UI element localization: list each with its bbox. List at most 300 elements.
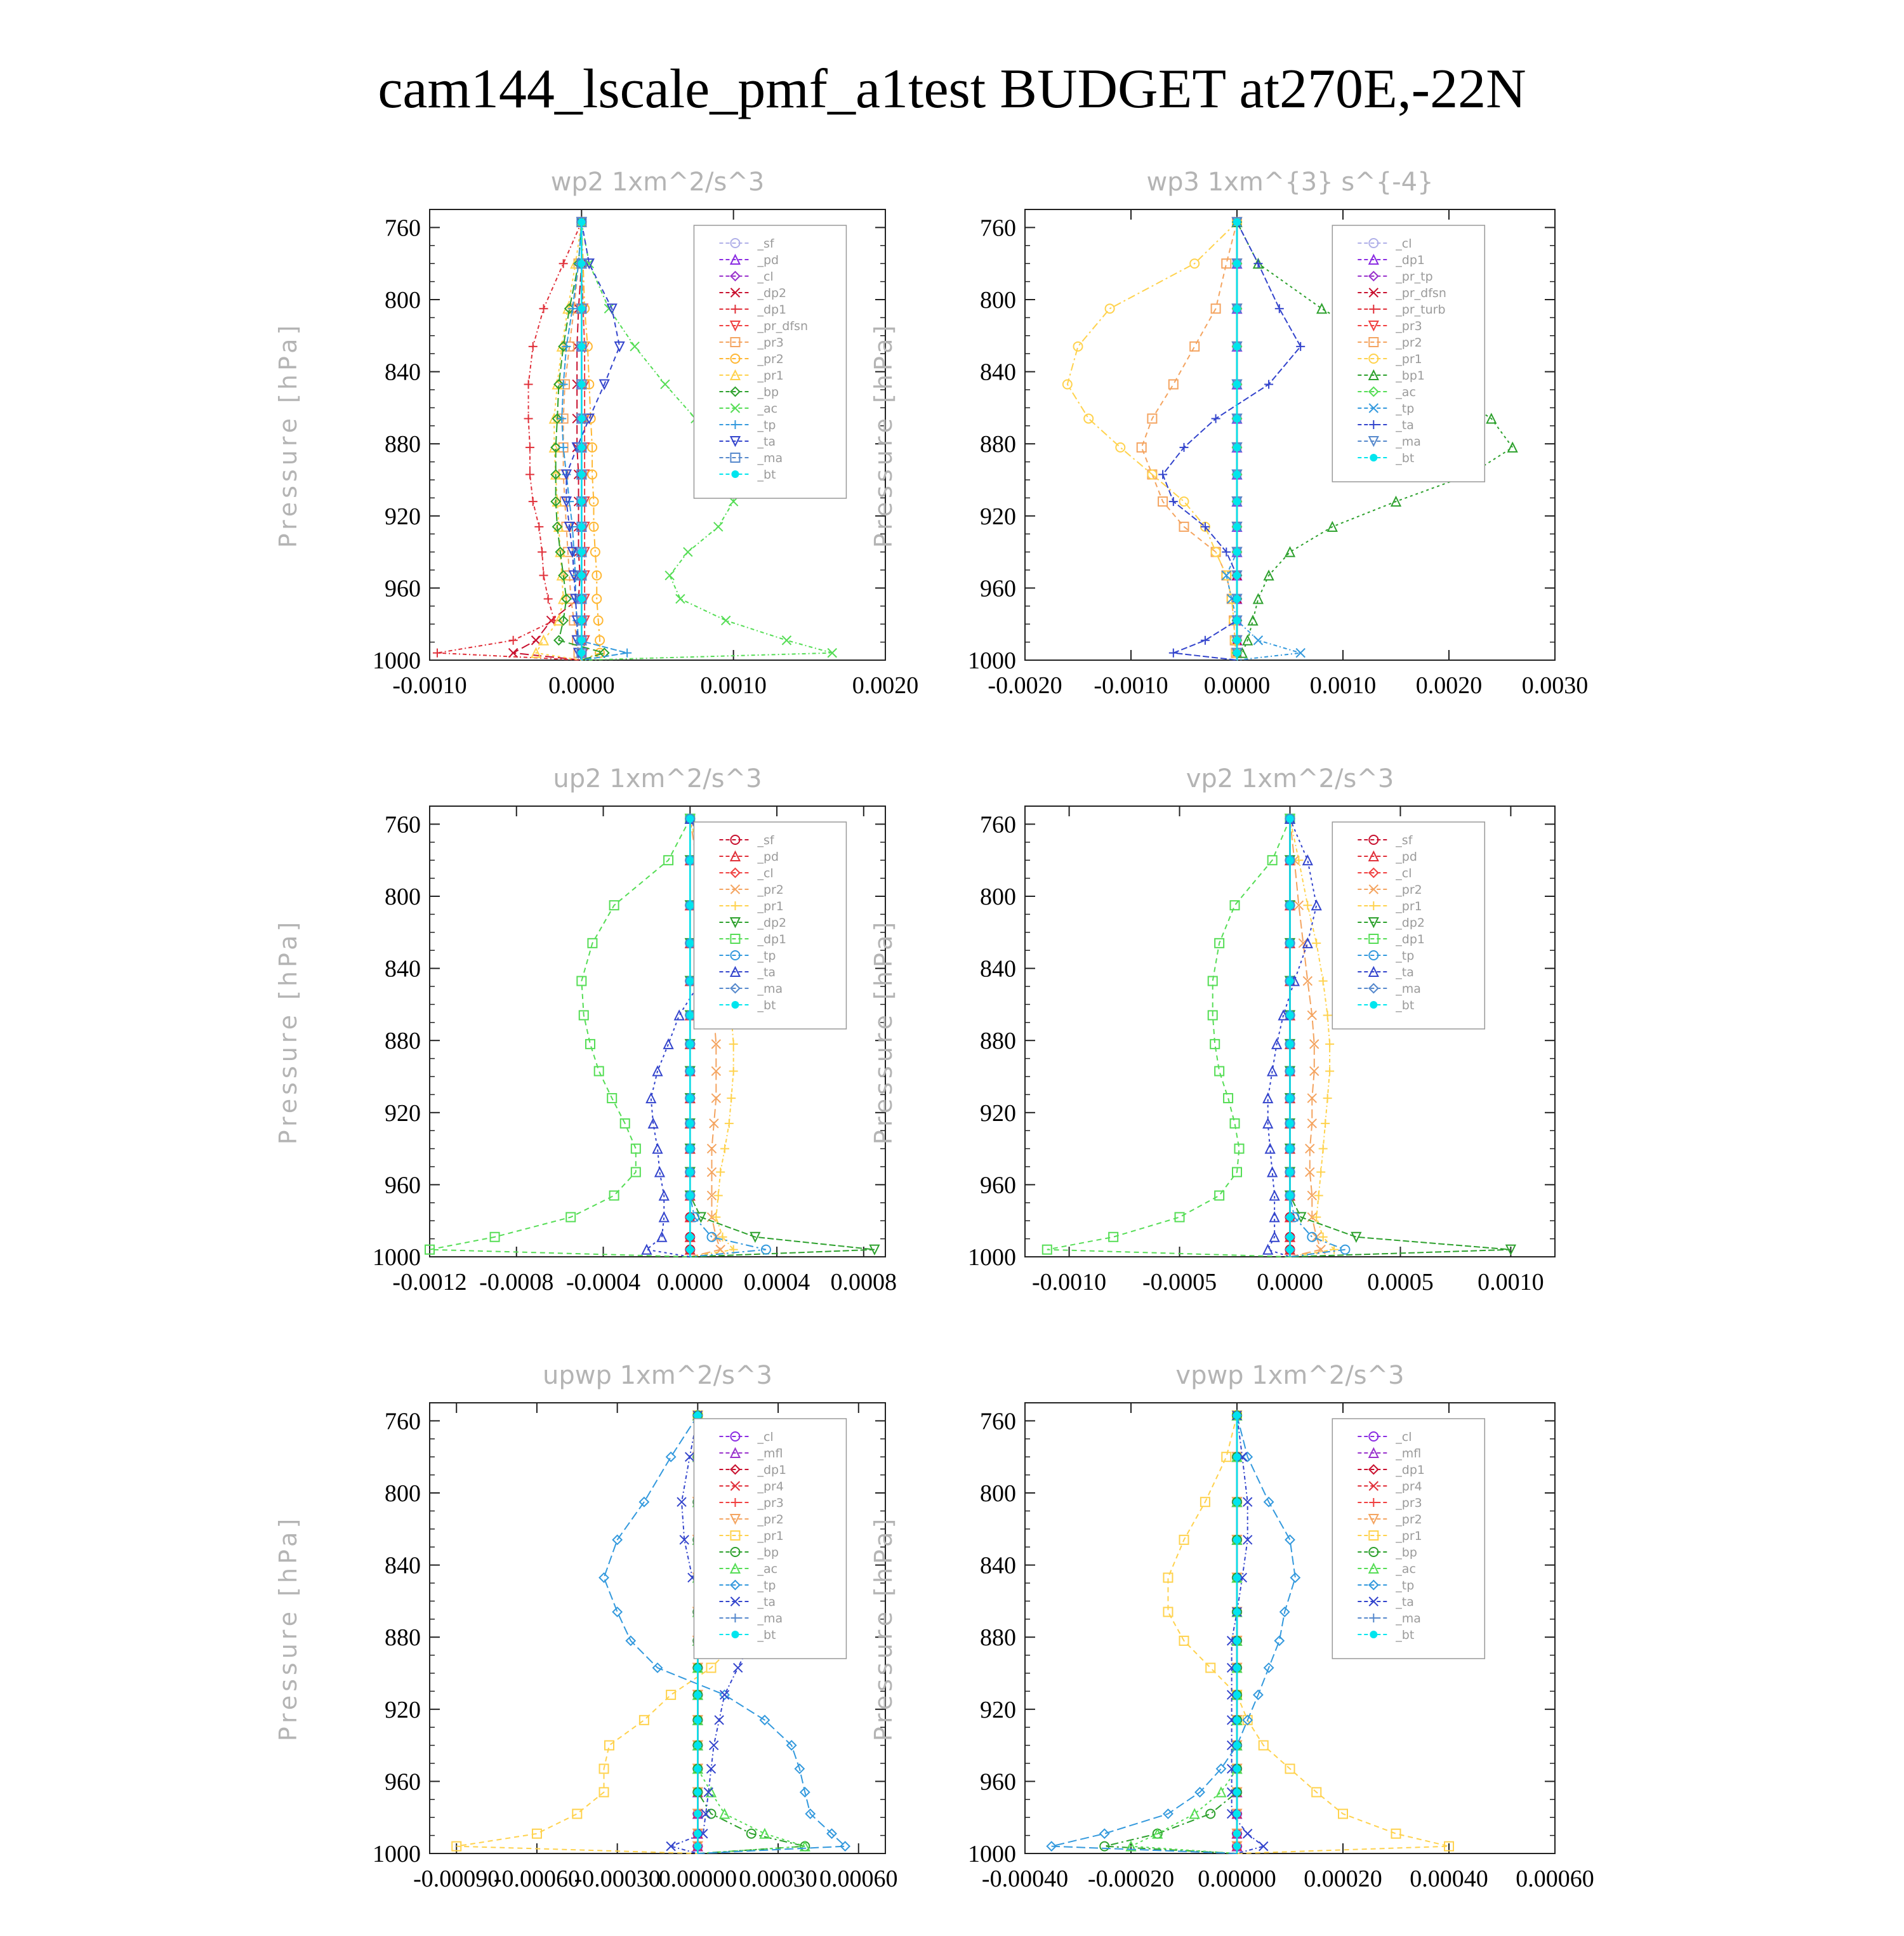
data-point bbox=[1319, 976, 1328, 985]
y-tick-label: 880 bbox=[980, 1028, 1016, 1055]
data-point bbox=[1222, 1452, 1231, 1461]
data-point bbox=[720, 1690, 729, 1699]
data-point bbox=[1233, 523, 1241, 531]
panel-title: vp2 1xm^2/s^3 bbox=[1186, 764, 1394, 793]
data-point bbox=[1233, 1810, 1241, 1818]
legend-label: _tp bbox=[1396, 402, 1415, 416]
chart-panel-upwp bbox=[0, 1339, 952, 1936]
legend-label: _dp1 bbox=[757, 932, 787, 946]
y-tick-label: 800 bbox=[385, 287, 421, 314]
legend-label: _bt bbox=[757, 1628, 776, 1642]
legend-marker bbox=[731, 1001, 739, 1009]
x-tick-label: 0.00040 bbox=[1410, 1866, 1488, 1892]
y-tick-label: 920 bbox=[385, 1696, 421, 1723]
y-tick-label: 760 bbox=[385, 1408, 421, 1435]
data-point bbox=[1286, 1145, 1294, 1153]
legend-label: _ac bbox=[1396, 1562, 1416, 1576]
data-point bbox=[1233, 1742, 1241, 1749]
data-point bbox=[578, 617, 585, 625]
data-point bbox=[686, 1246, 694, 1254]
y-tick-label: 800 bbox=[980, 287, 1016, 314]
series-line bbox=[1047, 819, 1290, 1257]
data-point bbox=[578, 595, 585, 602]
data-point bbox=[1233, 1691, 1241, 1699]
y-tick-label: 840 bbox=[385, 1552, 421, 1579]
legend-label: _bt bbox=[1396, 1628, 1415, 1642]
y-tick-label: 760 bbox=[980, 1408, 1016, 1435]
panel-title: up2 1xm^2/s^3 bbox=[553, 764, 762, 793]
data-point bbox=[1233, 637, 1241, 644]
x-tick-label: -0.00020 bbox=[1087, 1866, 1175, 1892]
x-tick-label: 0.0010 bbox=[700, 672, 767, 699]
legend-marker bbox=[1370, 1631, 1377, 1638]
legend-label: _dp1 bbox=[1396, 1463, 1425, 1477]
data-point bbox=[1392, 1829, 1401, 1838]
legend-label: _ta bbox=[1396, 1595, 1414, 1609]
data-point bbox=[1222, 259, 1231, 268]
data-point bbox=[661, 380, 670, 388]
data-point bbox=[1323, 1094, 1332, 1103]
data-point bbox=[1286, 1246, 1294, 1254]
data-point bbox=[1275, 304, 1284, 313]
data-point bbox=[686, 1011, 694, 1019]
legend-label: _pr2 bbox=[757, 352, 784, 366]
legend-label: _ta bbox=[1396, 418, 1414, 432]
legend-label: _cl bbox=[757, 270, 774, 284]
y-tick-label: 880 bbox=[385, 431, 421, 458]
data-point bbox=[686, 901, 694, 909]
data-point bbox=[1084, 414, 1093, 423]
data-point bbox=[1286, 815, 1294, 823]
legend-label: _pd bbox=[757, 850, 779, 864]
data-point bbox=[595, 1066, 604, 1075]
data-point bbox=[529, 342, 538, 351]
y-tick-label: 960 bbox=[980, 575, 1016, 602]
data-point bbox=[659, 1213, 668, 1222]
chart-panel-up2 bbox=[0, 743, 952, 1339]
legend-label: _dp2 bbox=[757, 916, 787, 930]
data-point bbox=[1294, 856, 1303, 865]
series-pr1 bbox=[1063, 218, 1241, 660]
legend-label: _pr2 bbox=[1396, 336, 1422, 350]
data-point bbox=[526, 443, 534, 452]
y-tick-label: 1000 bbox=[373, 1841, 421, 1867]
series-pr2 bbox=[1137, 218, 1241, 660]
data-point bbox=[578, 548, 585, 556]
y-tick-label: 880 bbox=[980, 1624, 1016, 1652]
legend bbox=[694, 822, 846, 1029]
x-tick-label: 0.00020 bbox=[1304, 1866, 1382, 1892]
data-point bbox=[676, 594, 685, 603]
legend-label: _cl bbox=[1396, 237, 1412, 251]
legend-label: _bt bbox=[757, 468, 776, 482]
data-point bbox=[1243, 1829, 1252, 1838]
data-point bbox=[1175, 1213, 1184, 1222]
data-point bbox=[711, 1213, 720, 1222]
data-point bbox=[1233, 548, 1241, 556]
y-tick-label: 920 bbox=[980, 1099, 1016, 1127]
data-point bbox=[1259, 1842, 1268, 1851]
x-tick-label: 0.0008 bbox=[830, 1269, 897, 1296]
y-tick-label: 800 bbox=[980, 884, 1016, 910]
legend-label: _dp2 bbox=[1396, 916, 1425, 930]
data-point bbox=[1233, 572, 1241, 580]
legend bbox=[1332, 1419, 1484, 1659]
data-point bbox=[1233, 595, 1241, 602]
x-tick-label: -0.0010 bbox=[1094, 672, 1168, 699]
data-point bbox=[666, 1842, 675, 1851]
legend-label: _cl bbox=[1396, 866, 1412, 880]
x-tick-label: 0.0010 bbox=[1478, 1269, 1544, 1296]
legend-label: _dp1 bbox=[757, 1463, 787, 1477]
data-point bbox=[1316, 1168, 1325, 1177]
y-axis-label: Pressure [hPa] bbox=[869, 1515, 897, 1742]
series-line bbox=[1142, 222, 1237, 660]
y-tick-label: 760 bbox=[980, 811, 1016, 839]
data-point bbox=[605, 1741, 614, 1750]
data-point bbox=[1233, 1765, 1241, 1773]
data-point bbox=[550, 616, 559, 625]
panel-title: vpwp 1xm^2/s^3 bbox=[1175, 1361, 1405, 1390]
data-point bbox=[664, 1040, 673, 1049]
data-point bbox=[782, 636, 791, 645]
data-point bbox=[538, 548, 546, 557]
y-tick-label: 880 bbox=[980, 431, 1016, 458]
data-point bbox=[600, 1573, 609, 1582]
data-point bbox=[716, 1168, 725, 1177]
chart-svg bbox=[869, 743, 1904, 1339]
data-point bbox=[1233, 1574, 1241, 1581]
legend bbox=[1332, 225, 1484, 482]
data-point bbox=[1253, 636, 1262, 645]
legend-label: _ma bbox=[757, 1612, 783, 1626]
chart-svg bbox=[869, 1339, 1904, 1936]
legend-label: _pr_dfsn bbox=[1396, 286, 1446, 300]
series-line bbox=[430, 819, 690, 1257]
data-point bbox=[1233, 444, 1241, 451]
legend-label: _dp1 bbox=[1396, 253, 1425, 267]
legend-label: _pr1 bbox=[757, 369, 784, 383]
data-point bbox=[534, 522, 543, 531]
legend-label: _tp bbox=[757, 1579, 776, 1593]
data-point bbox=[686, 1145, 694, 1153]
data-point bbox=[1325, 1066, 1334, 1075]
legend-label: _cl bbox=[1396, 1430, 1412, 1444]
series-ta bbox=[562, 218, 624, 660]
data-point bbox=[1248, 616, 1257, 625]
legend-label: _sf bbox=[757, 833, 774, 847]
data-point bbox=[1224, 1094, 1233, 1103]
data-point bbox=[526, 470, 534, 479]
y-tick-label: 880 bbox=[385, 1028, 421, 1055]
x-tick-label: -0.0005 bbox=[1142, 1269, 1217, 1296]
data-point bbox=[686, 1233, 694, 1241]
y-tick-label: 1000 bbox=[968, 1841, 1016, 1867]
legend-label: _pr1 bbox=[1396, 352, 1422, 366]
panel-title: wp2 1xm^2/s^3 bbox=[550, 168, 765, 197]
legend-label: _pr_tp bbox=[1396, 270, 1433, 284]
data-point bbox=[1109, 1233, 1118, 1242]
x-tick-label: -0.0008 bbox=[479, 1269, 554, 1296]
data-point bbox=[1201, 636, 1210, 645]
legend-label: _dp1 bbox=[757, 303, 787, 317]
x-tick-label: -0.00060 bbox=[493, 1866, 581, 1892]
y-tick-label: 800 bbox=[385, 1480, 421, 1507]
data-point bbox=[1100, 1829, 1109, 1838]
data-point bbox=[578, 380, 585, 388]
data-point bbox=[1233, 617, 1241, 625]
data-point bbox=[655, 1168, 664, 1177]
data-point bbox=[1286, 548, 1295, 557]
legend-label: _ac bbox=[757, 402, 778, 416]
data-point bbox=[686, 939, 694, 947]
data-point bbox=[1286, 939, 1294, 947]
legend-marker bbox=[731, 1631, 739, 1638]
legend-label: _pr2 bbox=[757, 883, 784, 897]
data-point bbox=[613, 1607, 622, 1616]
legend-label: _pr4 bbox=[1396, 1480, 1422, 1494]
y-axis-label: Pressure [hPa] bbox=[274, 321, 302, 548]
x-tick-label: 0.0000 bbox=[548, 672, 615, 699]
data-point bbox=[1233, 498, 1241, 505]
data-point bbox=[729, 1040, 738, 1049]
y-tick-label: 800 bbox=[385, 884, 421, 910]
legend-label: _tp bbox=[1396, 949, 1415, 963]
data-point bbox=[1233, 260, 1241, 267]
y-tick-label: 760 bbox=[980, 215, 1016, 242]
y-tick-label: 960 bbox=[385, 1172, 421, 1199]
x-tick-label: 0.0004 bbox=[743, 1269, 810, 1296]
x-tick-label: -0.0020 bbox=[988, 672, 1062, 699]
data-point bbox=[1330, 1245, 1339, 1254]
chart-svg bbox=[869, 146, 1904, 743]
legend-label: _tp bbox=[757, 949, 776, 963]
legend-label: _bt bbox=[757, 998, 776, 1012]
legend-label: _ta bbox=[757, 435, 776, 449]
data-point bbox=[1264, 1245, 1273, 1254]
data-point bbox=[1233, 1608, 1241, 1615]
series-dp1 bbox=[1043, 814, 1295, 1257]
chart-panel-wp3 bbox=[869, 146, 1904, 743]
x-tick-label: 0.00000 bbox=[658, 1866, 737, 1892]
legend-label: _pr1 bbox=[1396, 1529, 1422, 1543]
data-point bbox=[686, 1120, 694, 1127]
data-point bbox=[686, 815, 694, 823]
y-tick-label: 760 bbox=[385, 215, 421, 242]
y-tick-label: 840 bbox=[385, 359, 421, 386]
data-point bbox=[1169, 649, 1178, 658]
data-point bbox=[715, 1716, 724, 1725]
data-point bbox=[725, 1119, 734, 1128]
legend-label: _pr2 bbox=[757, 1513, 784, 1527]
data-point bbox=[1270, 1191, 1279, 1200]
y-axis-label: Pressure [hPa] bbox=[274, 918, 302, 1145]
y-tick-label: 880 bbox=[385, 1624, 421, 1652]
data-point bbox=[666, 1452, 675, 1461]
data-point bbox=[1233, 649, 1241, 657]
legend-label: _ma bbox=[1396, 1612, 1421, 1626]
data-point bbox=[1217, 1787, 1226, 1796]
data-point bbox=[524, 414, 533, 423]
data-point bbox=[694, 1810, 701, 1818]
y-axis-label: Pressure [hPa] bbox=[274, 1515, 302, 1742]
data-point bbox=[734, 1663, 743, 1672]
legend-label: _sf bbox=[1396, 833, 1413, 847]
data-point bbox=[1312, 1213, 1321, 1222]
legend-label: _dp2 bbox=[757, 286, 787, 300]
legend-marker bbox=[1370, 1001, 1377, 1009]
data-point bbox=[1286, 1011, 1294, 1019]
data-point bbox=[1321, 1119, 1330, 1128]
data-point bbox=[694, 1742, 701, 1749]
data-point bbox=[1169, 380, 1178, 388]
series-dp1 bbox=[425, 814, 694, 1257]
series-ta bbox=[1264, 814, 1321, 1257]
y-tick-label: 1000 bbox=[373, 647, 421, 674]
data-point bbox=[694, 1716, 701, 1724]
data-point bbox=[578, 523, 585, 531]
y-tick-label: 960 bbox=[980, 1172, 1016, 1199]
data-point bbox=[684, 548, 692, 557]
data-point bbox=[1286, 1169, 1294, 1176]
legend-label: _ac bbox=[757, 1562, 778, 1576]
x-tick-label: 0.00060 bbox=[819, 1866, 898, 1892]
data-point bbox=[729, 1066, 738, 1075]
legend-label: _pr1 bbox=[757, 899, 784, 913]
data-point bbox=[1508, 443, 1517, 452]
data-point bbox=[1325, 1040, 1334, 1049]
data-point bbox=[586, 1040, 595, 1049]
data-point bbox=[1190, 342, 1199, 351]
data-point bbox=[1233, 1536, 1241, 1544]
data-point bbox=[1307, 1233, 1316, 1242]
legend-label: _pr3 bbox=[1396, 1496, 1422, 1510]
data-point bbox=[694, 1830, 701, 1838]
legend-label: _pr_dfsn bbox=[757, 319, 809, 333]
data-point bbox=[686, 1169, 694, 1176]
series-pr1 bbox=[532, 218, 586, 660]
data-point bbox=[1286, 1191, 1294, 1199]
chart-svg bbox=[0, 743, 952, 1339]
legend-label: _mfl bbox=[757, 1447, 783, 1461]
x-tick-label: -0.0012 bbox=[392, 1269, 467, 1296]
series-line bbox=[1068, 222, 1237, 660]
data-point bbox=[1303, 901, 1312, 910]
data-point bbox=[1233, 1843, 1241, 1850]
data-point bbox=[686, 1067, 694, 1075]
x-tick-label: 0.0005 bbox=[1367, 1269, 1434, 1296]
data-point bbox=[578, 470, 585, 478]
legend-label: _pr2 bbox=[1396, 883, 1422, 897]
legend-label: _ta bbox=[757, 1595, 776, 1609]
data-point bbox=[1180, 497, 1189, 506]
data-point bbox=[686, 1191, 694, 1199]
legend bbox=[694, 1419, 846, 1659]
series-bp bbox=[1100, 1411, 1241, 1853]
data-point bbox=[1233, 380, 1241, 388]
legend-label: _ma bbox=[1396, 982, 1421, 996]
data-point bbox=[1233, 218, 1241, 226]
legend-label: _mfl bbox=[1396, 1447, 1422, 1461]
legend-label: _cl bbox=[757, 1430, 774, 1444]
data-point bbox=[694, 1843, 701, 1850]
series-ta bbox=[1227, 1411, 1268, 1853]
y-tick-label: 840 bbox=[385, 955, 421, 983]
data-point bbox=[578, 637, 585, 644]
data-point bbox=[686, 977, 694, 985]
data-point bbox=[1233, 1830, 1241, 1838]
legend-label: _sf bbox=[757, 237, 774, 251]
data-point bbox=[1233, 343, 1241, 350]
data-point bbox=[727, 1094, 736, 1103]
data-point bbox=[578, 498, 585, 505]
legend-label: _bp bbox=[757, 1546, 779, 1560]
y-tick-label: 960 bbox=[385, 575, 421, 602]
data-point bbox=[694, 1664, 701, 1671]
legend-label: _cl bbox=[757, 866, 774, 880]
legend-label: _pr3 bbox=[1396, 319, 1422, 333]
chart-svg bbox=[0, 146, 952, 743]
data-point bbox=[1286, 901, 1294, 909]
data-point bbox=[509, 636, 518, 645]
y-tick-label: 1000 bbox=[968, 1244, 1016, 1271]
legend-label: _pr3 bbox=[757, 1496, 784, 1510]
data-point bbox=[1286, 1067, 1294, 1075]
chart-panel-vpwp bbox=[869, 1339, 1904, 1936]
data-point bbox=[1286, 977, 1294, 985]
x-tick-label: 0.0020 bbox=[1415, 672, 1483, 699]
x-tick-label: 0.0000 bbox=[1257, 1269, 1323, 1296]
data-point bbox=[1180, 443, 1189, 452]
data-point bbox=[1137, 443, 1146, 452]
data-point bbox=[539, 636, 548, 645]
legend-label: _ma bbox=[757, 451, 783, 465]
x-tick-label: -0.00040 bbox=[981, 1866, 1069, 1892]
data-point bbox=[1286, 856, 1294, 864]
legend-label: _pr1 bbox=[1396, 899, 1422, 913]
x-tick-label: 0.0010 bbox=[1309, 672, 1377, 699]
data-point bbox=[1233, 1788, 1241, 1796]
chart-panel-vp2 bbox=[869, 743, 1904, 1339]
data-point bbox=[1169, 497, 1178, 506]
data-point bbox=[578, 305, 585, 312]
panel-title: wp3 1xm^{3} s^{-4} bbox=[1146, 168, 1434, 197]
data-point bbox=[1206, 1810, 1215, 1819]
legend-label: _ma bbox=[1396, 435, 1421, 449]
y-tick-label: 800 bbox=[980, 1480, 1016, 1507]
data-point bbox=[1233, 470, 1241, 478]
data-point bbox=[686, 1094, 694, 1102]
x-tick-label: -0.00030 bbox=[574, 1866, 661, 1892]
data-point bbox=[1233, 1498, 1241, 1506]
y-tick-label: 920 bbox=[385, 1099, 421, 1127]
x-tick-label: 0.0000 bbox=[657, 1269, 724, 1296]
data-point bbox=[544, 594, 553, 603]
data-point bbox=[694, 1412, 701, 1419]
data-point bbox=[1286, 1120, 1294, 1127]
data-point bbox=[1286, 1040, 1294, 1048]
y-tick-label: 1000 bbox=[968, 647, 1016, 674]
data-point bbox=[1074, 342, 1083, 351]
data-point bbox=[1233, 1453, 1241, 1461]
data-point bbox=[647, 1094, 656, 1103]
data-point bbox=[1212, 414, 1220, 423]
data-point bbox=[529, 497, 538, 506]
legend-label: _pd bbox=[1396, 850, 1417, 864]
legend-label: _bt bbox=[1396, 998, 1415, 1012]
data-point bbox=[686, 1214, 694, 1221]
data-point bbox=[720, 1144, 729, 1153]
